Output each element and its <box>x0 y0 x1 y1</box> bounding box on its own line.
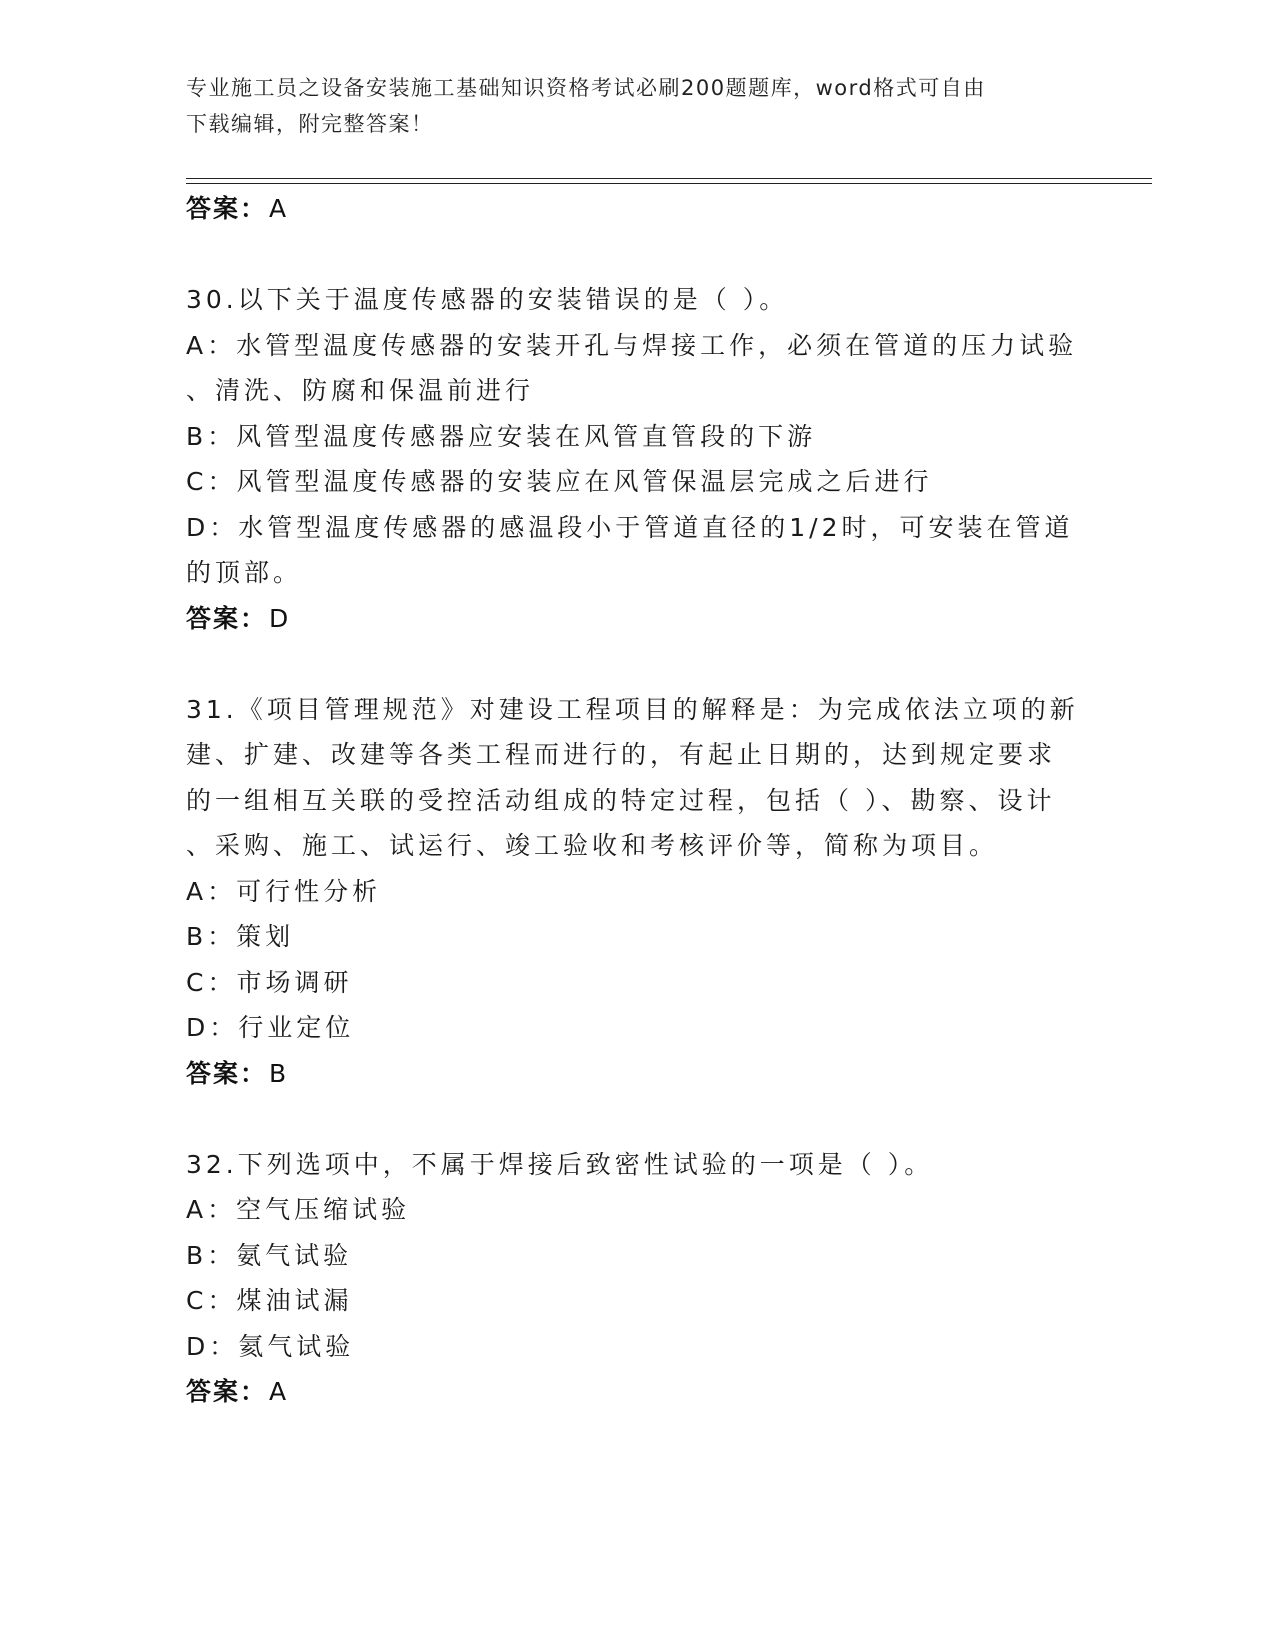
header-line-1: 专业施工员之设备安装施工基础知识资格考试必刷200题题库，word格式可自由 <box>186 76 986 100</box>
answer-label: 答案： <box>186 1058 268 1088</box>
option-a: A：水管型温度传感器的安装开孔与焊接工作，必须在管道的压力试验 、清洗、防腐和保温前进行 <box>186 330 1078 405</box>
option-d: D：水管型温度传感器的感温段小于管道直径的1/2时，可安装在管道 的顶部。 <box>186 512 1074 587</box>
question-31 <box>186 687 1086 1097</box>
answer-value: B <box>269 1058 289 1088</box>
spacer <box>186 232 1086 278</box>
document-header <box>186 70 1066 142</box>
question-stem: 30.以下关于温度传感器的安装错误的是（ ）。 <box>186 285 789 314</box>
spacer <box>186 641 1086 687</box>
answer-value: D <box>269 603 291 633</box>
answer-value: A <box>269 1377 289 1406</box>
option-d: D：氦气试验 <box>186 1331 355 1361</box>
question-answer <box>186 1051 1086 1097</box>
option-b: B：氨气试验 <box>186 1240 353 1270</box>
option-c: C：煤油试漏 <box>186 1286 353 1315</box>
answer-label: 答案： <box>186 603 268 633</box>
question-stem: 的一组相互关联的受控活动组成的特定过程，包括（ ）、勘察、设计 <box>186 785 1056 815</box>
question-32 <box>186 1142 1086 1415</box>
option-b: B：策划 <box>186 922 295 951</box>
question-answer <box>186 596 1086 642</box>
spacer <box>186 1096 1086 1142</box>
option-d: D：行业定位 <box>186 1013 355 1042</box>
question-stem: 32.下列选项中，不属于焊接后致密性试验的一项是（ ）。 <box>186 1149 934 1179</box>
option-a: A：可行性分析 <box>186 876 382 906</box>
question-stem: 建、扩建、改建等各类工程而进行的，有起止日期的，达到规定要求 <box>186 740 1057 769</box>
option-a: A：空气压缩试验 <box>186 1195 411 1224</box>
option-c: C：市场调研 <box>186 967 353 997</box>
option-c: C：风管型温度传感器的安装应在风管保温层完成之后进行 <box>186 467 933 496</box>
question-30 <box>186 277 1086 641</box>
answer-label: 答案： <box>186 194 268 223</box>
question-answer <box>186 1369 1086 1415</box>
previous-answer <box>186 186 1086 232</box>
question-stem: 31.《项目管理规范》对建设工程项目的解释是：为完成依法立项的新 <box>186 694 1079 724</box>
header-divider-top <box>186 178 1152 179</box>
question-list <box>186 186 1086 1415</box>
header-line-2: 下载编辑，附完整答案！ <box>186 112 434 136</box>
question-stem: 、采购、施工、试运行、竣工验收和考核评价等，简称为项目。 <box>186 831 999 860</box>
option-b: B：风管型温度传感器应安装在风管直管段的下游 <box>186 421 817 451</box>
answer-label: 答案： <box>186 1377 268 1406</box>
answer-value: A <box>269 194 289 223</box>
header-divider-bottom <box>186 183 1152 184</box>
